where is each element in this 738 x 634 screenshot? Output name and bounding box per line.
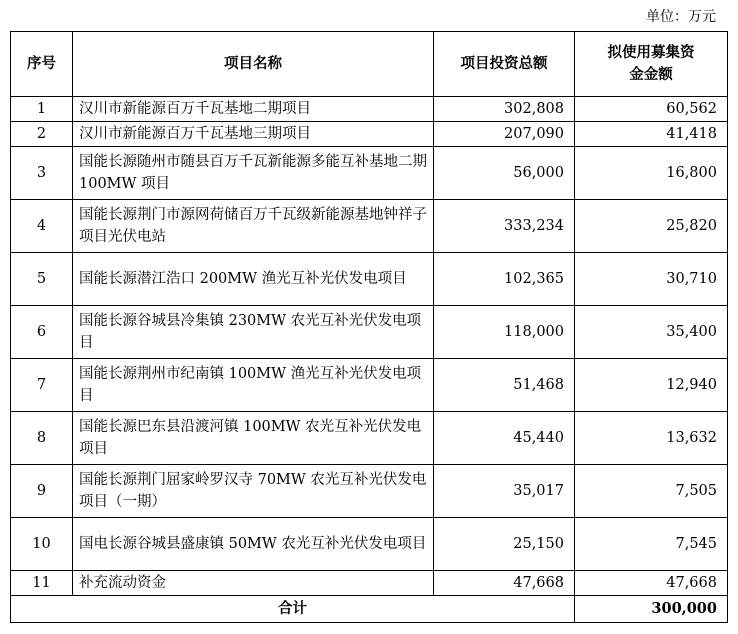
- total-label: 合计: [11, 596, 575, 623]
- row-raise: 35,400: [575, 306, 728, 359]
- row-no: 6: [11, 306, 73, 359]
- row-name: 国电长源谷城县盛康镇 50MW 农光互补光伏发电项目: [73, 518, 434, 571]
- header-total: 项目投资总额: [434, 32, 575, 97]
- row-no: 4: [11, 200, 73, 253]
- row-no: 1: [11, 97, 73, 122]
- table-row: [11, 200, 728, 253]
- total-raise: 300,000: [575, 596, 728, 623]
- row-raise: 12,940: [575, 359, 728, 412]
- row-raise: 30,710: [575, 253, 728, 306]
- row-name: 国能长源随州市随县百万千瓦新能源多能互补基地二期 100MW 项目: [73, 147, 434, 200]
- row-total: 302,808: [434, 97, 575, 122]
- table-row: [11, 518, 728, 571]
- unit-label: 单位：万元: [646, 9, 716, 25]
- header-no: 序号: [11, 32, 73, 97]
- row-no: 9: [11, 465, 73, 518]
- row-raise: 41,418: [575, 122, 728, 147]
- row-raise: 7,545: [575, 518, 728, 571]
- row-no: 7: [11, 359, 73, 412]
- row-no: 10: [11, 518, 73, 571]
- table-row: [11, 306, 728, 359]
- row-no: 8: [11, 412, 73, 465]
- row-total: 25,150: [434, 518, 575, 571]
- row-name: 国能长源荆州市纪南镇 100MW 渔光互补光伏发电项目: [73, 359, 434, 412]
- row-name: 汉川市新能源百万千瓦基地二期项目: [73, 97, 434, 122]
- row-total: 35,017: [434, 465, 575, 518]
- table-row: [11, 465, 728, 518]
- row-name: 国能长源谷城县冷集镇 230MW 农光互补光伏发电项目: [73, 306, 434, 359]
- row-total: 118,000: [434, 306, 575, 359]
- row-raise: 47,668: [575, 571, 728, 596]
- table-row: [11, 412, 728, 465]
- row-no: 5: [11, 253, 73, 306]
- row-no: 2: [11, 122, 73, 147]
- row-name: 国能长源潜江浩口 200MW 渔光互补光伏发电项目: [73, 253, 434, 306]
- row-no: 3: [11, 147, 73, 200]
- row-total: 333,234: [434, 200, 575, 253]
- table-row: [11, 253, 728, 306]
- table-row: [11, 571, 728, 596]
- row-total: 45,440: [434, 412, 575, 465]
- row-name: 国能长源巴东县沿渡河镇 100MW 农光互补光伏发电项目: [73, 412, 434, 465]
- table-header-row: [11, 32, 728, 97]
- row-total: 47,668: [434, 571, 575, 596]
- row-name: 补充流动资金: [73, 571, 434, 596]
- row-total: 56,000: [434, 147, 575, 200]
- table-body: [11, 97, 728, 596]
- table-row: [11, 147, 728, 200]
- row-name: 汉川市新能源百万千瓦基地三期项目: [73, 122, 434, 147]
- table-row: [11, 122, 728, 147]
- row-raise: 60,562: [575, 97, 728, 122]
- row-total: 102,365: [434, 253, 575, 306]
- row-raise: 7,505: [575, 465, 728, 518]
- row-total: 51,468: [434, 359, 575, 412]
- row-no: 11: [11, 571, 73, 596]
- row-name: 国能长源荆门市源网荷储百万千瓦级新能源基地钟祥子项目光伏电站: [73, 200, 434, 253]
- row-total: 207,090: [434, 122, 575, 147]
- fund-usage-table: [10, 31, 728, 623]
- table-row: [11, 359, 728, 412]
- header-name: 项目名称: [73, 32, 434, 97]
- table-row: [11, 97, 728, 122]
- row-raise: 13,632: [575, 412, 728, 465]
- total-row: [11, 596, 728, 623]
- row-name: 国能长源荆门屈家岭罗汉寺 70MW 农光互补光伏发电项目（一期）: [73, 465, 434, 518]
- row-raise: 16,800: [575, 147, 728, 200]
- row-raise: 25,820: [575, 200, 728, 253]
- header-raise: 拟使用募集资金金额: [575, 32, 728, 97]
